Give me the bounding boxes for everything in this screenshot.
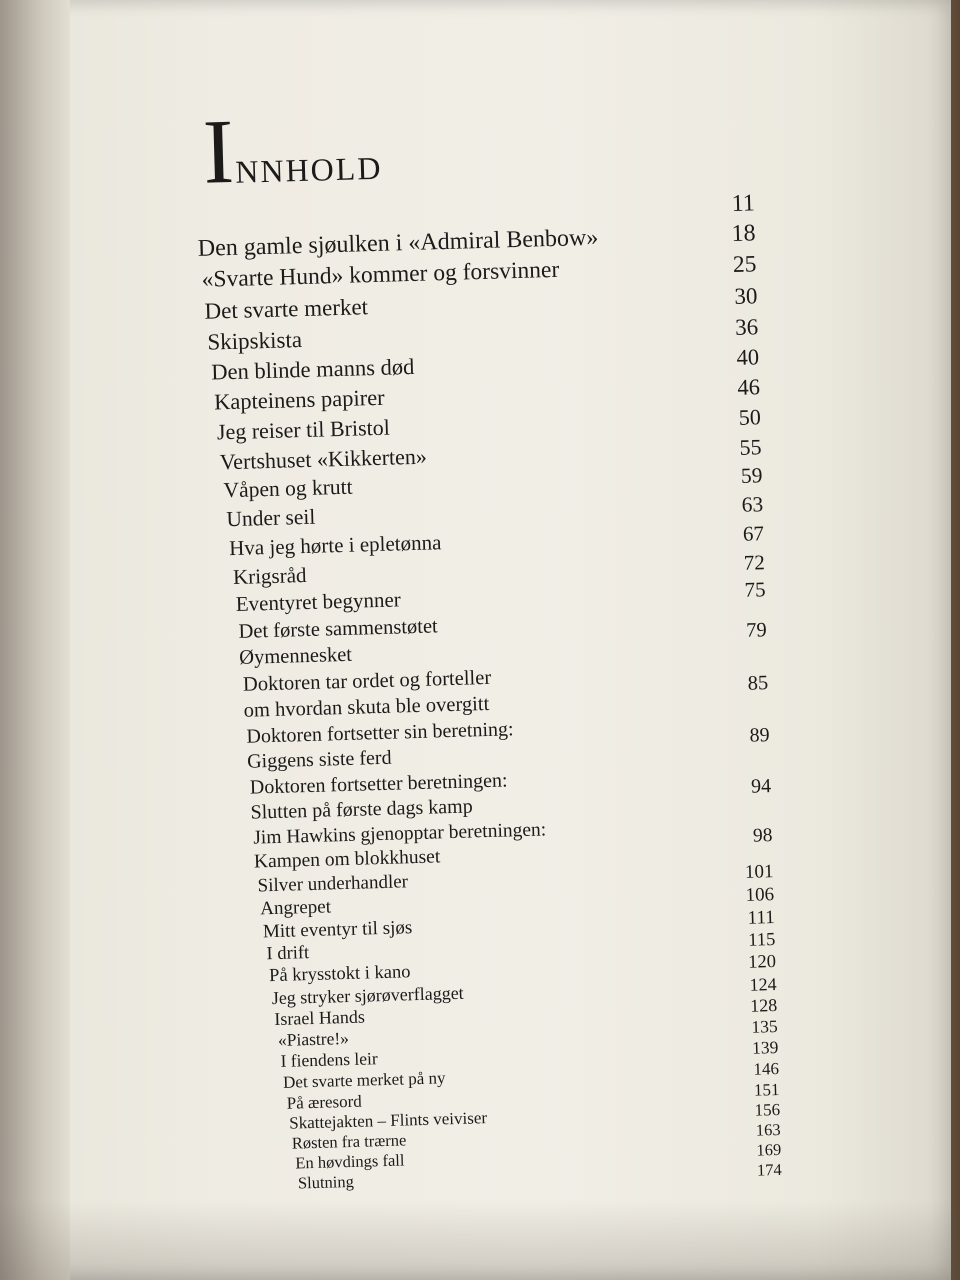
toc-page-number: 36 bbox=[734, 314, 759, 340]
toc-page-number: 89 bbox=[749, 723, 770, 747]
toc-entry-title bbox=[233, 561, 307, 591]
toc-entry-title bbox=[295, 1150, 405, 1173]
toc-entry-title bbox=[214, 383, 385, 418]
toc-entry-line: Det svarte merket bbox=[204, 294, 369, 324]
toc-entry-line: Vertshuset «Kikkerten» bbox=[219, 443, 428, 475]
toc-entry-line: På krysstokt i kano bbox=[268, 962, 411, 987]
toc-entry-title bbox=[243, 665, 493, 724]
toc-entry-line: Røsten fra trærne bbox=[291, 1130, 407, 1153]
toc-entry-line: Silver underhandler bbox=[257, 871, 409, 897]
toc-entry-title bbox=[266, 942, 309, 965]
toc-page-number: 111 bbox=[747, 907, 776, 929]
toc-entry-title bbox=[238, 613, 439, 671]
toc-entry-line: om hvordan skuta ble overgitt bbox=[243, 692, 490, 722]
toc-entry-title bbox=[274, 1007, 365, 1031]
toc-entry-title bbox=[263, 916, 413, 943]
toc-page-number: 120 bbox=[747, 952, 777, 973]
toc-entry-line: Øymennesket bbox=[238, 643, 353, 669]
toc-entry-line: Doktoren tar ordet og forteller bbox=[242, 666, 492, 696]
toc-entry-title bbox=[280, 1048, 378, 1072]
toc-entry-line: Skipskista bbox=[207, 327, 303, 355]
toc-entry-title bbox=[246, 717, 514, 774]
toc-entry-title bbox=[219, 442, 427, 477]
table-of-contents bbox=[192, 96, 802, 1202]
toc-entry-line: Den blinde manns død bbox=[210, 353, 415, 385]
book-gutter bbox=[0, 0, 70, 1280]
toc-page-number: 85 bbox=[747, 672, 769, 695]
toc-page-number: 94 bbox=[750, 774, 772, 798]
toc-entry-title bbox=[257, 870, 408, 897]
toc-page-number: 11 bbox=[731, 190, 756, 217]
toc-entry-line: Eventyret begynner bbox=[235, 587, 402, 616]
toc-entry-line: Doktoren fortsetter beretningen: bbox=[249, 769, 508, 799]
toc-page-number: 174 bbox=[756, 1159, 783, 1180]
contents-list bbox=[195, 188, 782, 1194]
toc-entry-title bbox=[195, 204, 202, 234]
toc-page-number: 67 bbox=[742, 521, 765, 546]
toc-entry-title bbox=[286, 1091, 362, 1114]
toc-page-number: 135 bbox=[751, 1016, 779, 1037]
toc-entry-title bbox=[226, 503, 316, 534]
toc-entry-title bbox=[229, 528, 442, 563]
toc-page-number: 40 bbox=[736, 344, 760, 370]
toc-page-number: 30 bbox=[734, 283, 758, 309]
title-rest: NNHOLD bbox=[234, 149, 383, 190]
toc-page-number: 163 bbox=[755, 1119, 781, 1140]
toc-page-number: 151 bbox=[753, 1079, 780, 1100]
toc-entry-title bbox=[235, 586, 401, 618]
toc-entry-line: Krigsråd bbox=[232, 562, 307, 590]
toc-entry-line: Giggens siste ferd bbox=[246, 746, 392, 773]
toc-entry-line: På æresord bbox=[286, 1091, 363, 1113]
toc-page-number: 156 bbox=[754, 1099, 781, 1120]
toc-page-number: 139 bbox=[751, 1036, 779, 1058]
toc-page-number: 169 bbox=[756, 1139, 782, 1160]
toc-entry-title bbox=[260, 895, 331, 920]
toc-page-number: 63 bbox=[741, 492, 764, 517]
toc-page-number: 146 bbox=[753, 1058, 780, 1079]
title-initial: I bbox=[201, 99, 237, 203]
toc-page-number: 25 bbox=[732, 251, 757, 278]
toc-page-number: 106 bbox=[745, 884, 775, 906]
toc-entry-title bbox=[253, 818, 547, 874]
toc-entry-line: Det første sammenstøtet bbox=[238, 615, 439, 643]
toc-entry-line: En høvdings fall bbox=[295, 1150, 405, 1173]
toc-entry-line bbox=[195, 204, 202, 234]
toc-page-number: 18 bbox=[731, 220, 756, 247]
toc-entry-line: Doktoren fortsetter sin beretning: bbox=[246, 718, 514, 748]
page-shadow bbox=[0, 1200, 960, 1280]
toc-entry-line: Israel Hands bbox=[274, 1006, 366, 1030]
toc-page-number: 79 bbox=[745, 619, 767, 642]
toc-entry-line: Angrepet bbox=[259, 896, 332, 920]
toc-entry-line: Kampen om blokkhuset bbox=[253, 846, 441, 873]
toc-entry-title bbox=[207, 324, 302, 358]
toc-page-number: 75 bbox=[744, 577, 766, 602]
toc-entry-line: Jeg reiser til Bristol bbox=[216, 414, 391, 445]
toc-page-number: 55 bbox=[739, 434, 762, 460]
toc-entry-line: Hva jeg hørte i epletønna bbox=[228, 530, 442, 561]
toc-entry-line: Slutten på første dags kamp bbox=[250, 795, 473, 824]
toc-entry-title bbox=[223, 473, 353, 506]
toc-entry-line: Under seil bbox=[226, 504, 316, 532]
toc-entry-line: Jeg stryker sjørøverflagget bbox=[271, 982, 464, 1009]
toc-entry-line: «Piastre!» bbox=[277, 1027, 350, 1050]
toc-entry-line: Jim Hawkins gjenopptar beretningen: bbox=[253, 819, 547, 849]
toc-entry-line: Mitt eventyr til sjøs bbox=[262, 917, 413, 943]
toc-page-number: 115 bbox=[748, 930, 776, 951]
toc-entry-title bbox=[278, 1028, 350, 1051]
toc-page-number: 59 bbox=[740, 463, 763, 488]
toc-entry-line: I drift bbox=[266, 943, 310, 965]
toc-entry-line: Slutning bbox=[297, 1171, 355, 1193]
toc-entry-line: Skattejakten – Flints veiviser bbox=[289, 1108, 488, 1133]
toc-page-number: 101 bbox=[744, 861, 774, 883]
toc-entry-title bbox=[217, 413, 391, 448]
page-title bbox=[201, 99, 383, 203]
toc-entry-line: «Svarte Hund» kommer og forsvinner bbox=[201, 256, 560, 293]
toc-entry-line: Det svarte merket på ny bbox=[282, 1068, 446, 1092]
toc-entry-title bbox=[298, 1172, 354, 1193]
toc-entry-title bbox=[204, 291, 368, 327]
toc-page-number: 46 bbox=[737, 374, 761, 400]
toc-entry-line: I fiendens leir bbox=[280, 1048, 378, 1071]
toc-entry-title bbox=[250, 768, 509, 825]
toc-entry-line: Den gamle sjøulken i «Admiral Benbow» bbox=[197, 224, 599, 262]
toc-page-number: 124 bbox=[749, 974, 777, 995]
toc-page-number: 98 bbox=[752, 825, 773, 847]
toc-page-number: 72 bbox=[743, 550, 766, 575]
toc-entry-line: Kapteinens papirer bbox=[213, 384, 385, 415]
toc-entry-line: Våpen og krutt bbox=[223, 474, 353, 503]
toc-page-number: 50 bbox=[738, 404, 762, 430]
toc-page-number: 128 bbox=[749, 995, 778, 1016]
